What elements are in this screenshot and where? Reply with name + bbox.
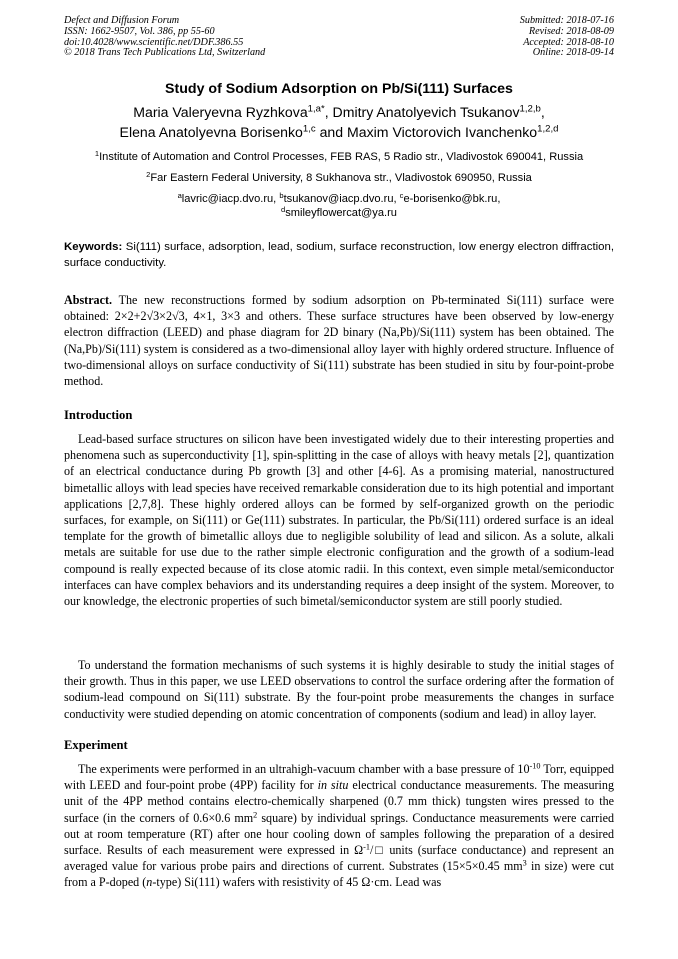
author-list: Maria Valeryevna Ryzhkova$^{1,a*}$, Dmitry Anatolyevich Tsukanov$^{1,2,b}$, Elena Anatolyevna Borisenko$^{1,c}$ and Maxim Victorovich Ivanchenko$^{1,2,d}$ (119, 103, 559, 140)
journal-doi: doi:10.4028/www.scientific.net/DDF.386.55 (64, 36, 244, 48)
author-affiliation-mark: 1,2,b (519, 103, 541, 115)
abstract-text: The new reconstructions formed by sodium adsorption on Pb-terminated Si(111) surface were obtained: 2×2+2√3×2√3, 4×1, 3×3 and others. These surface structures have been observed by low-energy electron diffraction (LEED) and phase diagram for 2D binary (Na,Pb)/Si(111) system has been obtained. The (Na,Pb)/Si(111) system is considered as a two-dimensional alloy layer with highly ordered structure. Influence of two-dimensional alloys on surface conductivity of Si(111) substrate has been studied in situ by four-point-probe method. (64, 293, 614, 389)
email-link: e-borisenko@bk.ru, (403, 193, 501, 205)
email-link: smileyflowercat@ya.ru (285, 206, 397, 219)
affiliation-2: $^2$Far Eastern Federal University, 8 Sukhanova str., Vladivostok 690950, Russia (146, 169, 532, 184)
author-affiliation-mark: 1,2,d (537, 123, 559, 135)
affiliation-1: $^1$Institute of Automation and Control Processes, FEB RAS, 5 Radio str., Vladivostok 690041, Russia (94, 148, 584, 163)
date-online: Online: 2018-09-14 (532, 47, 614, 59)
author-affiliation-mark: 1,a* (307, 103, 325, 115)
author-affiliation-mark: 1,c (302, 123, 316, 135)
intro-paragraph-2: To understand the formation mechanisms of such systems it is highly desirable to study the initial stages of their growth. Thus in this paper, we use LEED observations to control the surface ordering after the formation of sodium-lead compound on Si(111) substrate. By the four-point probe measurements the changes in surface conductivity were studied depending on atomic concentration of components (sodium and lead) in alloy layer. (64, 658, 614, 721)
date-revised: Revised: 2018-08-09 (528, 25, 614, 37)
keywords-text: Si(111) surface, adsorption, lead, sodium, surface reconstruction, low energy electron diffraction, surface conductivity. (64, 241, 614, 269)
intro-paragraph-1: Lead-based surface structures on silicon have been investigated widely due to their interesting properties and phenomena such as superconductivity [1], spin-splitting in the case of alloys with heavy metals [2], quantization of an electrical conductance during Pb growth [3] and other [4-6]. As a promising material, nanostructured bimetallic alloys with lead species have received remarkable consideration due to its high potential and important applications [2,7,8]. These highly ordered alloys can be formed by self-organized growth on the periodic surfaces, for example, on Si(111) or Ge(111) substrates. In particular, the Pb/Si(111) ordered surface is an ideal template for the growth of bimetallic alloys due to negligible solubility of lead and silicon. As a solute, alkali metals are suitable for use due to the rather simple electronic configuration and the growth of a sodium-lead compound is really expected because of its close atomic radii. In this context, even simple metal/semiconductor interfaces can have complex behaviors and its understanding requires a deep insight of the system. Moreover, to our knowledge, the electronic properties of such bimetal/semiconductor system are still poorly studied. (64, 432, 614, 609)
date-accepted: Accepted: 2018-08-10 (523, 36, 614, 48)
abstract-label: Abstract. (64, 293, 113, 307)
keywords (64, 239, 614, 271)
email-link: tsukanov@iacp.dvo.ru, (283, 193, 400, 205)
journal-issn: ISSN: 1662-9507, Vol. 386, pp 55-60 (64, 25, 215, 37)
author-name: Elena Anatolyevna Borisenko (119, 123, 303, 140)
paper-title: Study of Sodium Adsorption on Pb/Si(111) Surfaces (165, 81, 513, 97)
keywords-label: Keywords: (64, 241, 123, 253)
section-heading-introduction: Introduction (64, 408, 133, 422)
journal-copyright: © 2018 Trans Tech Publications Ltd, Switzerland (64, 47, 266, 59)
author-name: Maxim Victorovich Ivanchenko (347, 123, 538, 140)
date-submitted: Submitted: 2018-07-16 (519, 15, 614, 26)
submission-dates (520, 16, 614, 59)
journal-name: Defect and Diffusion Forum (64, 15, 180, 26)
abstract (64, 292, 614, 389)
experiment-paragraph: The experiments were performed in an ultrahigh-vacuum chamber with a base pressure of $10^{-10}$ Torr, equipped with LEED and four-point probe (4PP) facility for in situ electrical conductance measurements. The measuring unit of the 4PP method contains electro-chemically sharpened (0.7 mm thick) tungsten wires pressed to the surface (in the corners of 0.6×0.6 $mm^2$ square) by individual springs. Conductance measurements were carried out at room temperature (RT) after one hour cooling down of samples following the preparation of a desired surface. Results of each measurement were expressed in $\Omega^{-1}/□$ units (surface conductance) and represent an averaged value for various probe pairs and directions of current. Substrates (15×5×0.45 $mm^3$ in size) were cut from a P-doped (n-type) Si(111) wafers with resistivity of 45 Ω·cm. Lead was (64, 761, 615, 890)
author-emails: $^a$lavric@iacp.dvo.ru, $^b$tsukanov@iacp.dvo.ru, $^c$e-borisenko@bk.ru, $^d$smileyflowercat@ya.ru (177, 190, 501, 219)
author-name: Dmitry Anatolyevich Tsukanov (332, 104, 520, 120)
section-heading-experiment: Experiment (64, 738, 128, 752)
author-name: Maria Valeryevna Ryzhkova (133, 104, 308, 120)
email-link: lavric@iacp.dvo.ru, (181, 193, 280, 205)
journal-info (64, 16, 265, 59)
